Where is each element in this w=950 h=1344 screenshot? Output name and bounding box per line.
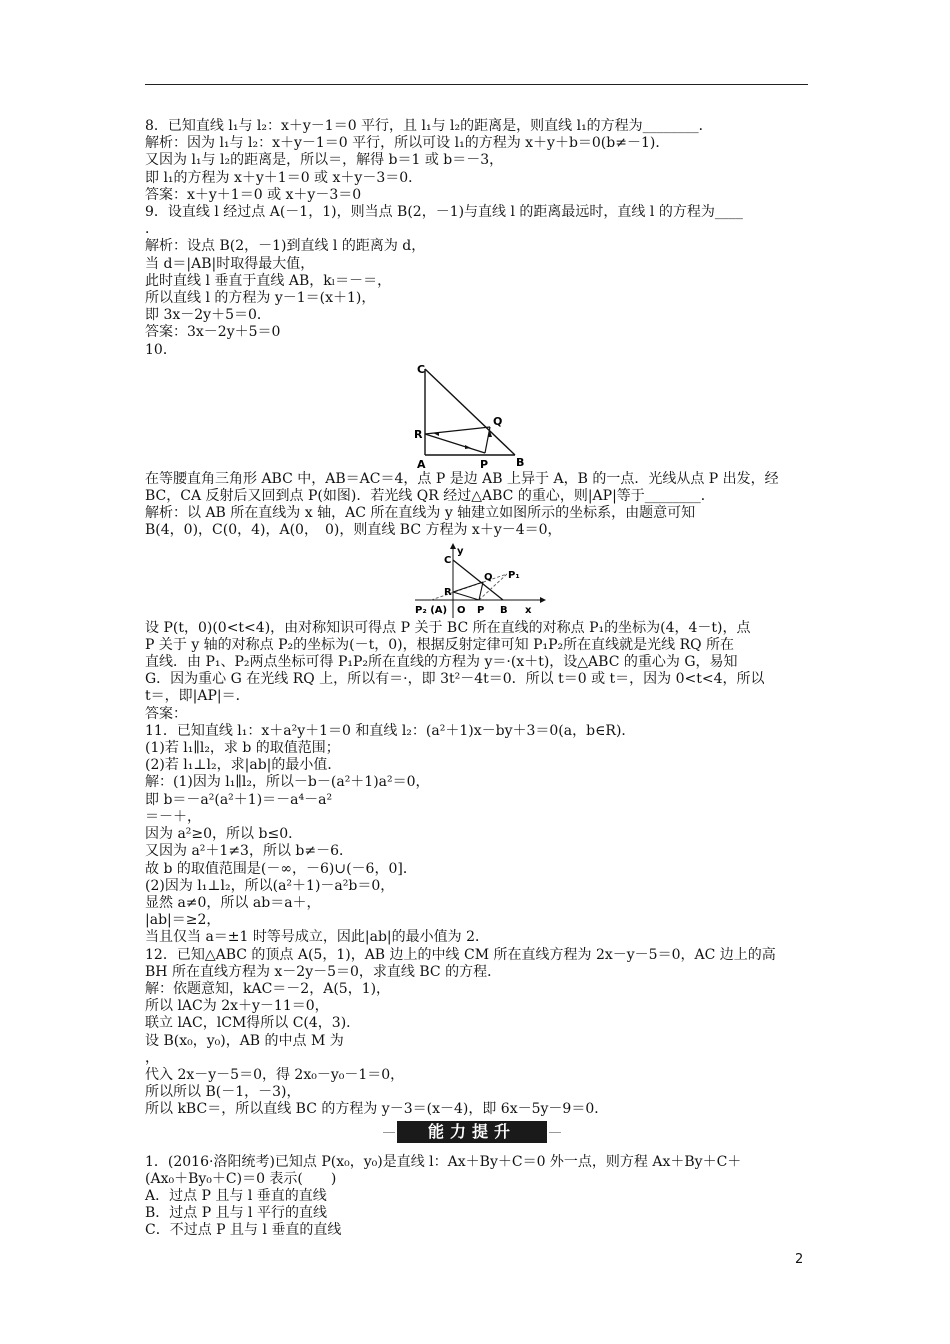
text-line: 代入 2x－y－5＝0，得 2x₀－y₀－1＝0， <box>145 1066 405 1083</box>
text-line: 直线．由 P₁、P₂两点坐标可得 P₁P₂所在直线的方程为 y＝·(x＋t)，设△ABC 的重心为 G，易知 <box>145 654 738 671</box>
option-c: C．不过点 P 且与 l 垂直的直线 <box>145 1222 342 1239</box>
text-line: B(4，0)，C(0，4)，A(0， 0)，则直线 BC 方程为 x＋y－4＝0， <box>145 522 562 539</box>
text-line: 所以 lAC为 2x＋y－11＝0， <box>145 998 329 1015</box>
page-number: 2 <box>795 1252 804 1267</box>
text-line: 因为 a²≥0，所以 b≤0． <box>145 826 303 843</box>
option-b: B．过点 P 且与 l 平行的直线 <box>145 1205 327 1222</box>
ability-problem-1 <box>145 1154 813 1240</box>
text-line: 此时直线 l 垂直于直线 AB，kₗ＝－＝， <box>145 272 392 289</box>
text-line: (Ax₀＋By₀＋C)＝0 表示( ) <box>145 1170 337 1187</box>
point-label: C <box>444 554 452 566</box>
text-line: 解：(1)因为 l₁∥l₂，所以－b－(a²＋1)a²＝0， <box>145 774 430 791</box>
text-line: 即 3x－2y＋5＝0． <box>145 307 271 324</box>
coordinate-figure <box>415 542 555 620</box>
point-label: P <box>480 457 489 471</box>
text-line: 11．已知直线 l₁：x＋a²y＋1＝0 和直线 l₂：(a²＋1)x－by＋3＝0(a，b∈R)． <box>145 722 636 739</box>
point-label: Q <box>493 414 503 428</box>
text-line: BC，CA 反射后又回到点 P(如图)．若光线 QR 经过△ABC 的重心，则|AP|等于________． <box>145 488 715 505</box>
text-line: 1．(2016·洛阳统考)已知点 P(x₀，y₀)是直线 l：Ax＋By＋C＝0 外一点，则方程 Ax＋By＋C＋ <box>145 1153 742 1170</box>
text-line: 解析：因为 l₁与 l₂：x＋y－1＝0 平行，所以可设 l₁的方程为 x＋y＋b＝0(b≠－1)． <box>145 135 670 152</box>
text-line: 当 d＝|AB|时取得最大值， <box>145 255 315 272</box>
text-line: ， <box>145 1049 159 1066</box>
text-line: 9．设直线 l 经过点 A(－1，1)，则当点 B(2，－1)与直线 l 的距离最远时，直线 l 的方程为____ <box>145 204 743 221</box>
header-rule <box>145 84 808 85</box>
text-line: 所以 kBC＝，所以直线 BC 的方程为 y－3＝(x－4)，即 6x－5y－9＝0． <box>145 1101 609 1118</box>
point-label: A <box>417 457 426 471</box>
text-line: 即 b＝－a²(a²＋1)＝－a⁴－a² <box>145 791 333 808</box>
text-line: 12．已知△ABC 的顶点 A(5，1)，AB 边上的中线 CM 所在直线方程为 2x－y－5＝0，AC 边上的高 <box>145 946 776 963</box>
section-banner <box>145 1120 813 1146</box>
point-label: R <box>414 427 423 441</box>
text-line: (2)因为 l₁⊥l₂，所以(a²＋1)－a²b＝0， <box>145 877 395 894</box>
point-label: B <box>516 455 525 469</box>
triangle-figure <box>405 361 555 471</box>
text-line: 答案：3x－2y＋5＝0 <box>145 324 281 341</box>
point-label: P <box>477 604 485 616</box>
text-line: 故 b 的取值范围是(－∞，－6)∪(－6，0]． <box>145 860 417 877</box>
point-label: B <box>500 604 508 616</box>
text-line: 又因为 a²＋1≠3，所以 b≠－6． <box>145 843 354 860</box>
text-line: (1)若 l₁∥l₂，求 b 的取值范围； <box>145 740 340 757</box>
text-line: 解析：以 AB 所在直线为 x 轴，AC 所在直线为 y 轴建立如图所示的坐标系，由题意可知 <box>145 505 696 522</box>
text-line: 又因为 l₁与 l₂的距离是，所以＝，解得 b＝1 或 b＝－3， <box>145 152 504 169</box>
text-line: 联立 lAC，lCM得所以 C(4，3)． <box>145 1015 361 1032</box>
text-line: 设 P(t，0)(0<t<4)，由对称知识可得点 P 关于 BC 所在直线的对称点 P₁的坐标为(4，4－t)，点 <box>145 619 751 636</box>
point-label: P₁ <box>508 569 520 581</box>
text-line: ． <box>145 221 159 238</box>
axis-label: y <box>457 545 464 557</box>
text-line: (2)若 l₁⊥l₂，求|ab|的最小值． <box>145 757 342 774</box>
text-line: t＝，即|AP|＝． <box>145 688 250 705</box>
text-line: 10． <box>145 341 177 358</box>
point-label: P₂ (A) <box>415 604 448 616</box>
problems-8-10-block <box>145 118 813 359</box>
problems-10-12-solutions <box>145 620 813 1119</box>
point-label: C <box>417 362 426 376</box>
point-label: Q <box>484 571 493 583</box>
text-line: 答案： <box>145 705 187 722</box>
text-line: 所以所以 B(－1，－3)， <box>145 1084 301 1101</box>
text-line: 解：依题意知，kAC＝－2，A(5，1)， <box>145 980 391 997</box>
text-line: 解析：设点 B(2，－1)到直线 l 的距离为 d， <box>145 238 426 255</box>
document-body <box>145 118 813 1240</box>
option-a: A．过点 P 且与 l 垂直的直线 <box>145 1187 327 1204</box>
point-label: R <box>444 586 452 598</box>
text-line: 即 l₁的方程为 x＋y＋1＝0 或 x＋y－3＝0． <box>145 169 423 186</box>
text-line: BH 所在直线方程为 x－2y－5＝0，求直线 BC 的方程． <box>145 963 502 980</box>
text-line: ＝－＋， <box>145 808 201 825</box>
text-line: 设 B(x₀，y₀)，AB 的中点 M 为 <box>145 1032 344 1049</box>
point-label: O <box>457 604 466 616</box>
text-line: 8．已知直线 l₁与 l₂：x＋y－1＝0 平行，且 l₁与 l₂的距离是，则直线 l₁的方程为________． <box>145 118 713 134</box>
section-banner-title: 能力提升 <box>397 1121 547 1143</box>
text-line: G．因为重心 G 在光线 RQ 上，所以有＝·，即 3t²－4t＝0．所以 t＝0 或 t＝，因为 0<t<4，所以 <box>145 671 765 688</box>
text-line: P 关于 y 轴的对称点 P₂的坐标为(－t，0)，根据反射定律可知 P₁P₂所在直线就是光线 RQ 所在 <box>145 636 735 653</box>
text-line: |ab|＝≥2， <box>145 912 221 929</box>
text-line: 显然 a≠0，所以 ab＝a＋， <box>145 894 321 911</box>
text-line: 所以直线 l 的方程为 y－1＝(x＋1)， <box>145 290 376 307</box>
text-line: 在等腰直角三角形 ABC 中，AB＝AC＝4，点 P 是边 AB 上异于 A，B 的一点．光线从点 P 出发，经 <box>145 470 779 487</box>
axis-label: x <box>525 604 532 616</box>
banner-ornament-right <box>549 1132 561 1133</box>
problem-10-statement <box>145 471 813 540</box>
text-line: 答案：x＋y＋1＝0 或 x＋y－3＝0 <box>145 186 362 203</box>
banner-ornament-left <box>383 1132 395 1133</box>
text-line: 当且仅当 a＝±1 时等号成立，因此|ab|的最小值为 2． <box>145 929 489 946</box>
